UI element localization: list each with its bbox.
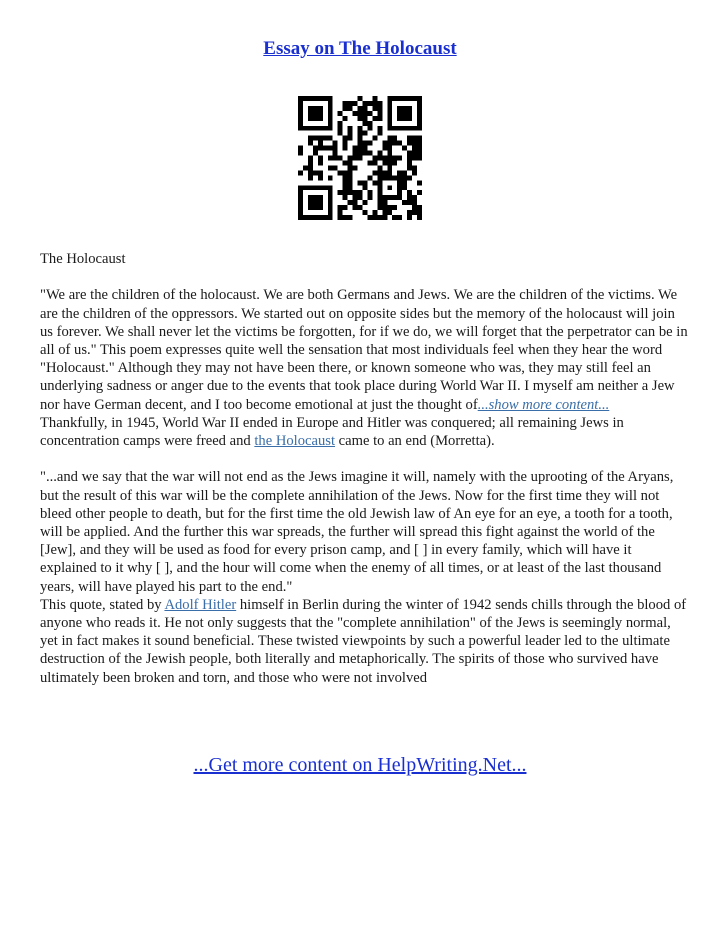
paragraph-2-text-a: Thankfully, in 1945, World War II ended in Europe and Hitler was conquered; all remaining Jews in concentration camps were freed and [40, 414, 624, 450]
paragraph-2-text-b: came to an end (Morretta). [335, 433, 495, 450]
get-more-content-link[interactable]: ...Get more content on HelpWriting.Net... [193, 754, 527, 776]
essay-body [40, 250, 688, 687]
document-title-link[interactable]: Essay on The Holocaust [263, 38, 457, 59]
paragraph-4-text-a: This quote, stated by [40, 596, 165, 613]
paragraph-2 [40, 414, 688, 450]
adolf-hitler-link[interactable]: Adolf Hitler [164, 596, 237, 613]
holocaust-link[interactable]: the Holocaust [254, 433, 335, 450]
paragraph-1 [40, 286, 688, 413]
paragraph-4 [40, 596, 688, 687]
essay-heading: The Holocaust [40, 251, 126, 267]
paragraph-4-text-b: himself in Berlin during the winter of 1942 sends chills through the blood of anyone who reads it. He not only suggests that the "complete annihilation" of the Jews is seemingly normal, yet in fact makes it sound beneficial. These twisted viewpoints by such a powerful leader led to the ultimate destruction of the Jewish people, both literally and metaphorically. The spirits of those who survived have ultimately been broken and torn, and those who were not involved [40, 596, 687, 686]
paragraph-1-text: "We are the children of the holocaust. We are both Germans and Jews. We are the children of the victims. We are the children of the oppressors. We started out on opposite sides but the memory of the holocaust will join us forever. We shall never let the victims be forgotten, for if we do, we will forget that the perpetrator can be in all of us." This poem expresses quite well the sensation that most individuals feel when they hear the word "Holocaust." Although they may not have been there, or known someone who was, they may still feel an underlying sadness or anger due to the events that took place during World War II. I myself am neither a Jew nor have German decent, and I too become emotional at just the thought of [40, 287, 688, 413]
show-more-link[interactable]: ...show more content... [477, 396, 610, 413]
qr-code-icon [298, 96, 422, 220]
paragraph-3: "...and we say that the war will not end as the Jews imagine it will, namely with the uprooting of the Aryans, but the result of this war will be the complete annihilation of the Jews. Now for the first time they will not bleed other people to death, but for the first time the old Jewish law of An eye for an eye, a tooth for a tooth, will be applied. And the further this war spreads, the further will spread this fight against the world of the [Jew], and they will be used as food for every prison camp, and [ ] in every family, which will have it explained to it why [ ], and the hour will come when the enemy of all times, or at least of the last thousand years, will have played his part to the end." [40, 469, 674, 595]
